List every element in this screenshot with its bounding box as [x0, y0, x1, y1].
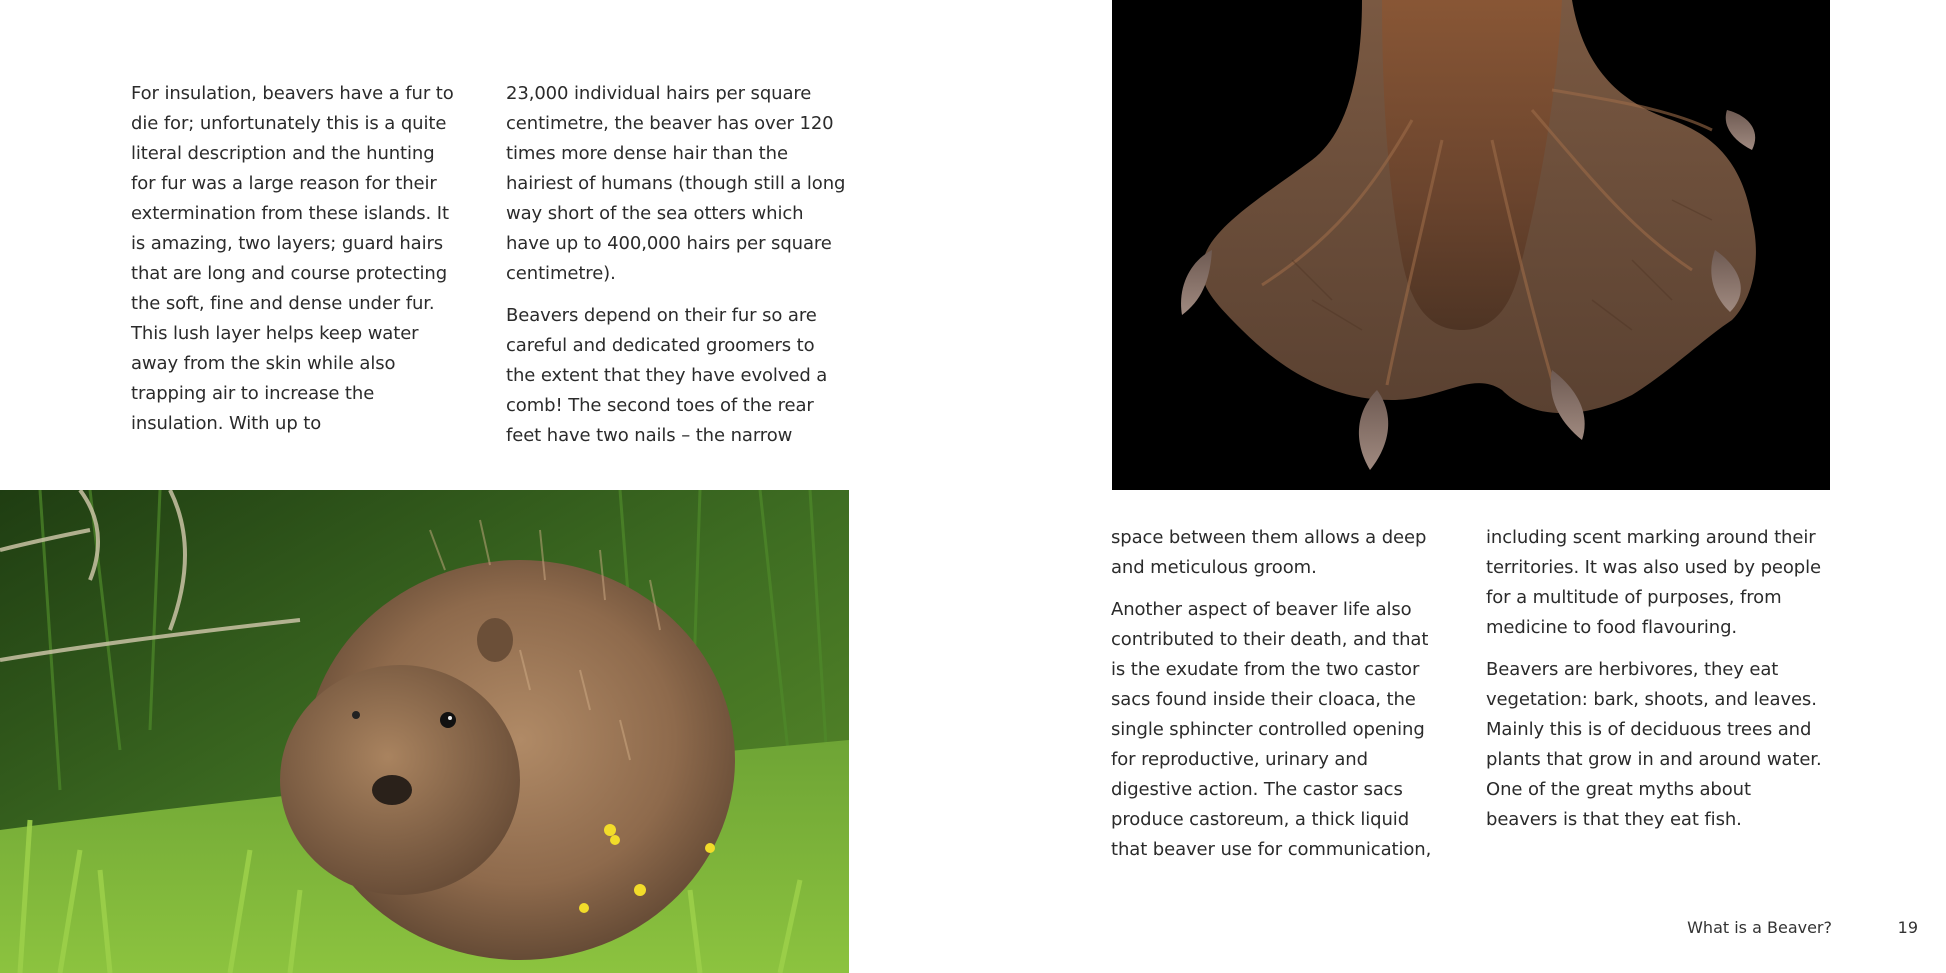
right-page-text-column-1 [1111, 523, 1441, 865]
left-page-text-column-2 [506, 79, 846, 451]
running-footer-title: What is a Beaver? [1687, 918, 1832, 937]
body-paragraph: Beavers are herbivores, they eat vegetation: bark, shoots, and leaves. Mainly this is of deciduous trees and plants that grow in and around water. One of the great myths about beavers is that they eat fish. [1486, 659, 1822, 830]
right-page-text-column-2 [1486, 523, 1826, 835]
page-number: 19 [1897, 918, 1918, 937]
body-paragraph: Beavers depend on their fur so are careful and dedicated groomers to the extent that they have evolved a comb! The second toes of the rear feet have two nails – the narrow [506, 305, 828, 446]
left-page-text-column-1 [131, 79, 457, 439]
beaver-foot-photo [1112, 0, 1830, 490]
body-paragraph: Another aspect of beaver life also contributed to their death, and that is the exudate from the two castor sacs found inside their cloaca, the single sphincter controlled opening for reproductive, urinary and digestive action. The castor sacs produce castoreum, a thick liquid that beaver use for communication, [1111, 599, 1432, 860]
body-paragraph: For insulation, beavers have a fur to die for; unfortunately this is a quite literal description and the hunting for fur was a large reason for their extermination from these islands. It is amazing, two layers; guard hairs that are long and course protecting the soft, fine and dense under fur. This lush layer helps keep water away from the skin while also trapping air to increase the insulation. With up to [131, 83, 454, 434]
body-paragraph: 23,000 individual hairs per square centimetre, the beaver has over 120 times more dense hair than the hairiest of humans (though still a long way short of the sea otters which have up to 400,000 hairs per square centimetre). [506, 83, 846, 284]
beaver-photo [0, 490, 849, 973]
body-paragraph: including scent marking around their territories. It was also used by people for a multitude of purposes, from medicine to food flavouring. [1486, 527, 1821, 638]
body-paragraph: space between them allows a deep and meticulous groom. [1111, 527, 1427, 578]
